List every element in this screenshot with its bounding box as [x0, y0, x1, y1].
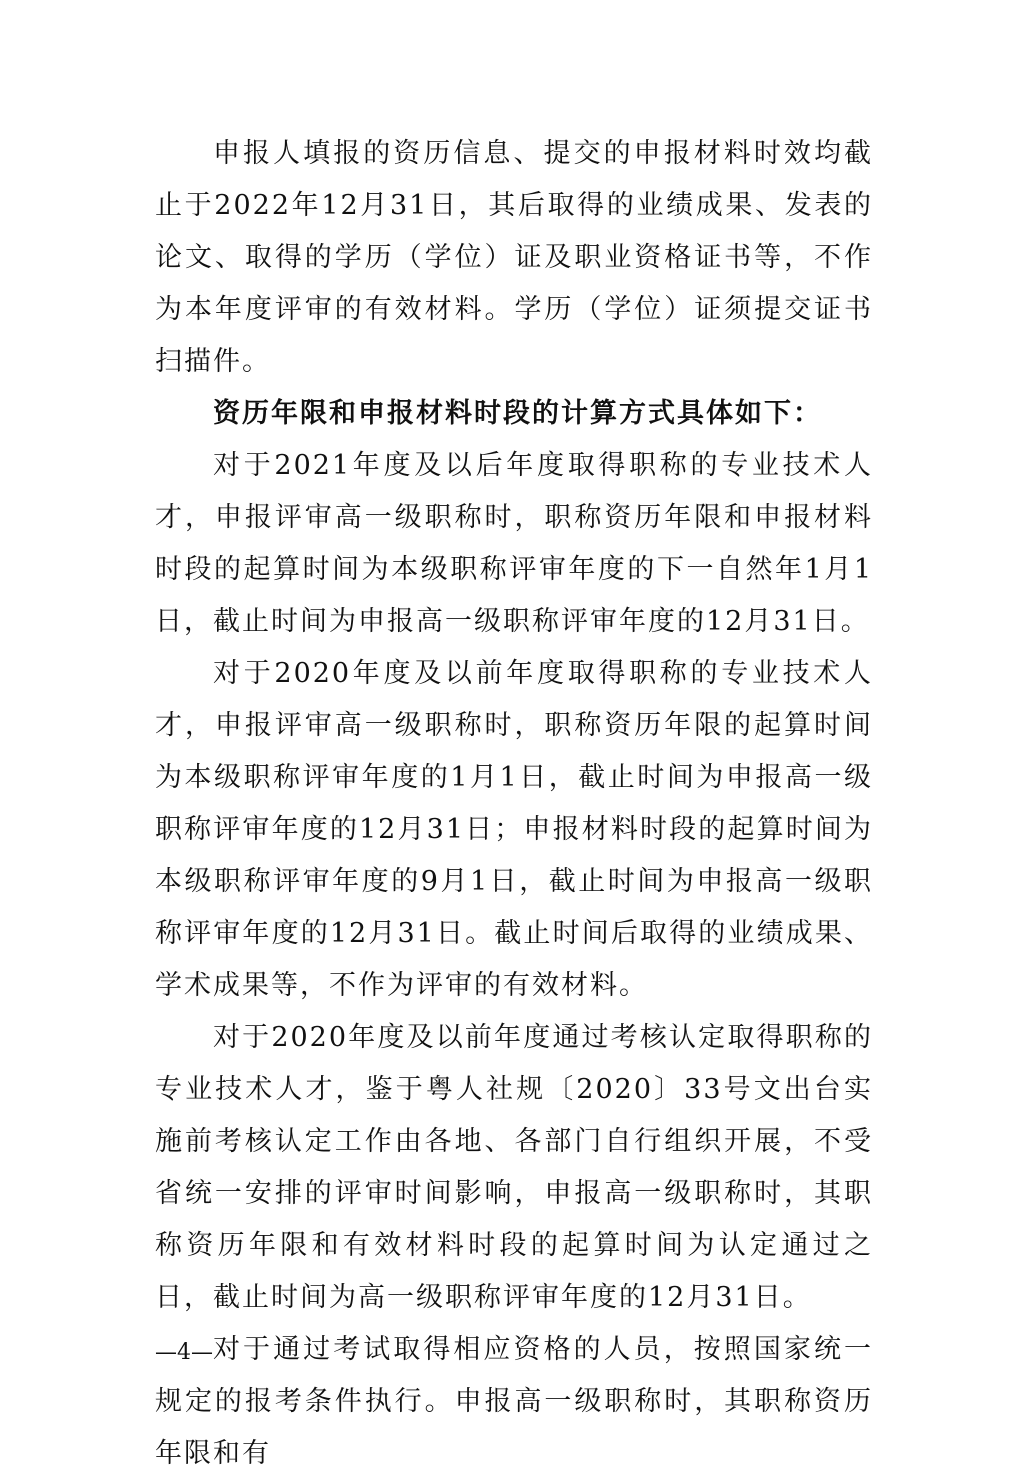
paragraph-material-deadline: 申报人填报的资历信息、提交的申报材料时效均截止于2022年12月31日，其后取得的业绩成果、发表的论文、取得的学历（学位）证及职业资格证书等，不作为本年度评审的有效材料。学历（学位）证须提交证书扫描件。: [155, 138, 873, 377]
paragraph-2020-and-earlier: 对于2020年度及以前年度取得职称的专业技术人才，申报评审高一级职称时，职称资历年限的起算时间为本级职称评审年度的1月1日，截止时间为申报高一级职称评审年度的12月31日；申报材料时段的起算时间为本级职称评审年度的9月1日，截止时间为申报高一级职称评审年度的12月31日。截止时间后取得的业绩成果、学术成果等，不作为评审的有效材料。: [155, 658, 873, 1001]
paragraph-2021-and-later: 对于2021年度及以后年度取得职称的专业技术人才，申报评审高一级职称时，职称资历年限和申报材料时段的起算时间为本级职称评审年度的下一自然年1月1日，截止时间为申报高一级职称评审年度的12月31日。: [155, 450, 873, 637]
paragraph-exam-qualification: 对于通过考试取得相应资格的人员，按照国家统一规定的报考条件执行。申报高一级职称时，其职称资历年限和有: [155, 1334, 873, 1469]
paragraph-assessment-certification: 对于2020年度及以前年度通过考核认定取得职称的专业技术人才，鉴于粤人社规〔2020〕33号文出台实施前考核认定工作由各地、各部门自行组织开展，不受省统一安排的评审时间影响，申报高一级职称时，其职称资历年限和有效材料时段的起算时间为认定通过之日，截止时间为高一级职称评审年度的12月31日。: [155, 1022, 873, 1313]
page-number: —4—: [155, 1340, 213, 1365]
document-body: [155, 128, 873, 1480]
paragraph-calculation-heading: 资历年限和申报材料时段的计算方式具体如下：: [213, 398, 822, 429]
